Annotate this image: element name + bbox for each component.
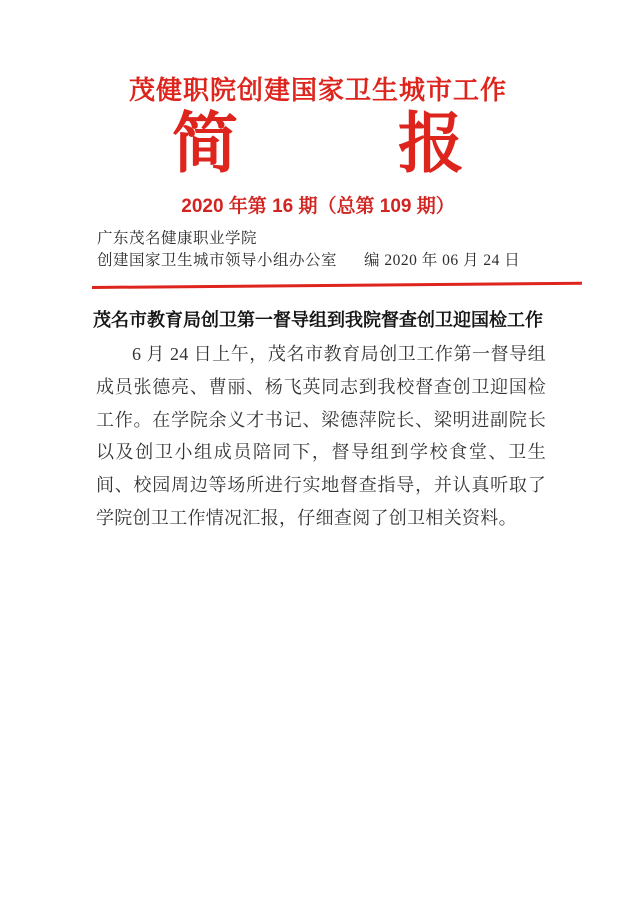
publisher-name: 广东茂名健康职业学院 xyxy=(97,230,258,247)
publisher-office: 创建国家卫生城市领导小组办公室 xyxy=(97,252,338,269)
banner-char-bao: 报 xyxy=(398,108,464,181)
issue-number-line: 2020 年第 16 期（总第 109 期） xyxy=(181,196,455,217)
masthead-supertitle: 茂健职院创建国家卫生城市工作 xyxy=(128,76,507,105)
publisher-edit-date: 编 2020 年 06 月 24 日 xyxy=(364,252,521,269)
masthead-banner xyxy=(0,110,636,179)
article-title: 茂名市教育局创卫第一督导组到我院督查创卫迎国检工作 xyxy=(93,310,543,330)
publisher-office-line xyxy=(97,250,520,272)
banner-char-jian: 简 xyxy=(172,108,238,181)
publisher-block xyxy=(97,228,520,272)
red-divider-line xyxy=(92,282,582,289)
article-body: 6 月 24 日上午，茂名市教育局创卫工作第一督导组成员张德亮、曹丽、杨飞英同志到我校督查创卫迎国检工作。在学院余义才书记、梁德萍院长、梁明进副院长以及创卫小组成员陪同下，督导组到学校食堂、卫生间、校园周边等场所进行实地督查指导，并认真听取了学院创卫工作情况汇报，仔细查阅了创卫相关资料。 xyxy=(96,344,546,528)
